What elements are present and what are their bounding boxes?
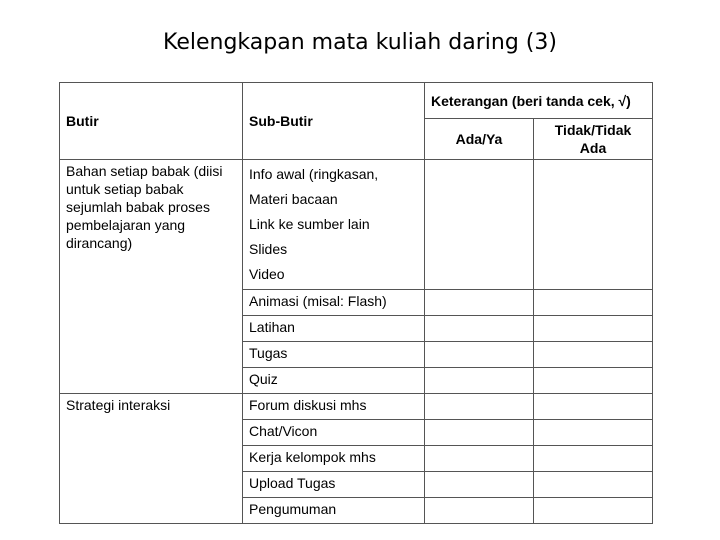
ada-checkbox-cell[interactable]: [425, 316, 534, 342]
butir-strategi: Strategi interaksi: [60, 394, 243, 524]
header-tidak-ada: Tidak/Tidak Ada: [534, 119, 653, 160]
ada-checkbox-cell[interactable]: [425, 342, 534, 368]
sub-butir-row: Quiz: [243, 368, 425, 394]
sub-butir-row: Forum diskusi mhs: [243, 394, 425, 420]
sub-butir-item: Materi bacaan: [249, 191, 338, 207]
sub-butir-row: Chat/Vicon: [243, 420, 425, 446]
header-sub-butir: Sub-Butir: [243, 83, 425, 160]
sub-butir-group: [243, 160, 425, 290]
sub-butir-row: Pengumuman: [243, 498, 425, 524]
tidak-checkbox-cell[interactable]: [534, 420, 653, 446]
sub-butir-row: Latihan: [243, 316, 425, 342]
ada-checkbox-cell[interactable]: [425, 498, 534, 524]
sub-butir-row: Animasi (misal: Flash): [243, 290, 425, 316]
tidak-checkbox-cell[interactable]: [534, 472, 653, 498]
tidak-checkbox-cell[interactable]: [534, 446, 653, 472]
checklist-table: [59, 82, 653, 524]
sub-butir-row: Upload Tugas: [243, 472, 425, 498]
tidak-checkbox-cell[interactable]: [534, 342, 653, 368]
ada-checkbox-cell[interactable]: [425, 394, 534, 420]
tidak-checkbox-cell[interactable]: [534, 316, 653, 342]
tidak-checkbox-cell[interactable]: [534, 498, 653, 524]
sub-butir-item: Link ke sumber lain: [249, 216, 370, 232]
ada-checkbox-cell[interactable]: [425, 446, 534, 472]
header-butir: Butir: [60, 83, 243, 160]
ada-checkbox-cell[interactable]: [425, 472, 534, 498]
slide-title: Kelengkapan mata kuliah daring (3): [163, 30, 557, 55]
sub-butir-row: Tugas: [243, 342, 425, 368]
butir-bahan-cell: [60, 160, 243, 394]
header-ada-ya: Ada/Ya: [425, 119, 534, 160]
tidak-checkbox-cell[interactable]: [534, 368, 653, 394]
ada-checkbox-cell[interactable]: [425, 420, 534, 446]
sub-butir-item: Slides: [249, 241, 288, 257]
butir-bahan: Bahan setiap babak (diisi untuk setiap babak sejumlah babak proses pembelajaran yang dirancang): [66, 163, 223, 251]
sub-butir-row: Kerja kelompok mhs: [243, 446, 425, 472]
ada-checkbox-cell[interactable]: [425, 290, 534, 316]
ada-checkbox-cell[interactable]: [425, 160, 534, 290]
header-keterangan: Keterangan (beri tanda cek, √): [425, 83, 653, 119]
tidak-checkbox-cell[interactable]: [534, 290, 653, 316]
tidak-checkbox-cell[interactable]: [534, 160, 653, 290]
sub-butir-item: Video: [249, 266, 285, 282]
tidak-checkbox-cell[interactable]: [534, 394, 653, 420]
sub-butir-item: Info awal (ringkasan,: [249, 166, 379, 182]
ada-checkbox-cell[interactable]: [425, 368, 534, 394]
